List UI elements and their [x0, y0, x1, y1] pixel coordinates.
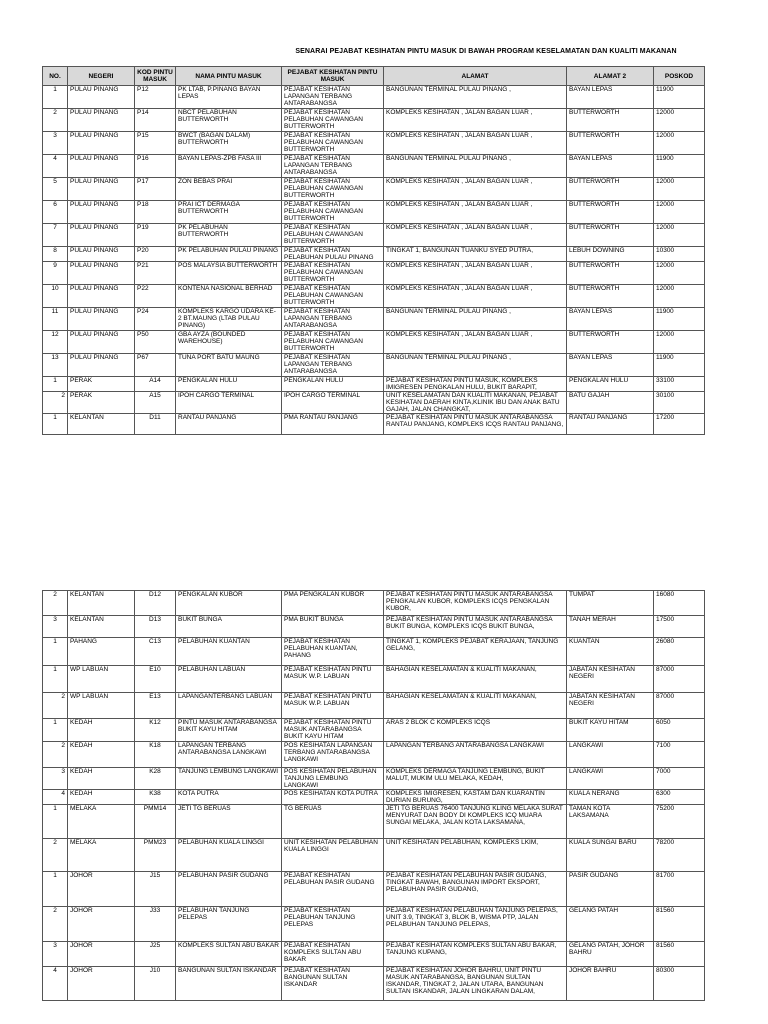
cell-alamat: PEJABAT KESIHATAN PELABUHAN PASIR GUDANG, TINGKAT BAWAH, BANGUNAN IMPORT EKSPORT, PELABUHAN PASIR GUDANG, [384, 872, 567, 907]
cell-poskod: 81560 [654, 942, 705, 967]
cell-kod: E13 [135, 693, 176, 719]
cell-pejabat: TG BERUAS [282, 805, 384, 839]
cell-pejabat: POS KESIHATAN LAPANGAN TERBANG ANTARABANGSA LANGKAWI [282, 742, 384, 768]
cell-poskod: 7000 [654, 768, 705, 790]
header-negeri: NEGERI [68, 67, 135, 86]
cell-alamat: BANGUNAN TERMINAL PULAU PINANG , [384, 308, 567, 331]
cell-nama: PK LTAB, P.PINANG BAYAN LEPAS [176, 86, 282, 109]
cell-alamat: KOMPLEKS IMIGRESEN, KASTAM DAN KUARANTIN DURIAN BURUNG, [384, 790, 567, 805]
cell-negeri: PERAK [68, 377, 135, 392]
cell-pejabat: PMA BUKIT BUNGA [282, 616, 384, 638]
cell-poskod: 80300 [654, 967, 705, 1001]
cell-alamat: LAPANGAN TERBANG ANTARABANGSA LANGKAWI [384, 742, 567, 768]
cell-alamat2: BUTTERWORTH [567, 201, 654, 224]
cell-kod: J25 [135, 942, 176, 967]
table-header-row [43, 67, 705, 86]
cell-no: 2 [43, 839, 68, 872]
cell-pejabat: PEJABAT KESIHATAN LAPANGAN TERBANG ANTARABANGSA [282, 86, 384, 109]
cell-alamat: KOMPLEKS KESIHATAN , JALAN BAGAN LUAR , [384, 201, 567, 224]
cell-kod: P18 [135, 201, 176, 224]
cell-nama: KOMPLEKS SULTAN ABU BAKAR [176, 942, 282, 967]
cell-pejabat: PENGKALAN HULU [282, 377, 384, 392]
cell-negeri: MELAKA [68, 839, 135, 872]
cell-kod: J15 [135, 872, 176, 907]
cell-negeri: PULAU PINANG [68, 86, 135, 109]
cell-alamat: KOMPLEKS KESIHATAN , JALAN BAGAN LUAR , [384, 178, 567, 201]
cell-pejabat: IPOH CARGO TERMINAL [282, 392, 384, 414]
cell-no: 1 [43, 414, 68, 435]
cell-alamat2: LANGKAWI [567, 768, 654, 790]
cell-alamat2: BUTTERWORTH [567, 132, 654, 155]
cell-poskod: 12000 [654, 285, 705, 308]
cell-poskod: 30100 [654, 392, 705, 414]
cell-nama: LAPANGANTERBANG LABUAN [176, 693, 282, 719]
cell-alamat: UNIT KESELAMATAN DAN KUALITI MAKANAN, PEJABAT KESIHATAN DAERAH KINTA,KLINIK IBU DAN ANAK BATU GAJAH, JALAN CHANGKAT, [384, 392, 567, 414]
cell-nama: TANJUNG LEMBUNG LANGKAWI [176, 768, 282, 790]
cell-alamat2: BUTTERWORTH [567, 178, 654, 201]
cell-alamat2: PENGKALAN HULU [567, 377, 654, 392]
cell-negeri: WP LABUAN [68, 666, 135, 693]
cell-poskod: 11900 [654, 155, 705, 178]
cell-kod: P16 [135, 155, 176, 178]
cell-no: 4 [43, 967, 68, 1001]
table-row [43, 201, 705, 224]
cell-kod: K12 [135, 719, 176, 742]
cell-negeri: PULAU PINANG [68, 285, 135, 308]
cell-poskod: 87000 [654, 666, 705, 693]
cell-nama: PENGKALAN HULU [176, 377, 282, 392]
cell-negeri: JOHOR [68, 967, 135, 1001]
cell-negeri: KELANTAN [68, 591, 135, 616]
cell-pejabat: PEJABAT KESIHATAN LAPANGAN TERBANG ANTARABANGSA [282, 308, 384, 331]
cell-negeri: WP LABUAN [68, 693, 135, 719]
cell-poskod: 81700 [654, 872, 705, 907]
table-row [43, 308, 705, 331]
cell-alamat: KOMPLEKS KESIHATAN , JALAN BAGAN LUAR , [384, 331, 567, 354]
cell-pejabat: PEJABAT KESIHATAN PELABUHAN CAWANGAN BUTTERWORTH [282, 178, 384, 201]
cell-no: 11 [43, 308, 68, 331]
cell-kod: A14 [135, 377, 176, 392]
cell-pejabat: PEJABAT KESIHATAN PELABUHAN KUANTAN, PAHANG [282, 638, 384, 666]
cell-negeri: PULAU PINANG [68, 262, 135, 285]
cell-kod: D13 [135, 616, 176, 638]
table-row [43, 109, 705, 132]
cell-poskod: 11900 [654, 308, 705, 331]
cell-pejabat: PEJABAT KESIHATAN KOMPLEKS SULTAN ABU BAKAR [282, 942, 384, 967]
cell-negeri: PERAK [68, 392, 135, 414]
cell-alamat: BAHAGIAN KESELAMATAN & KUALITI MAKANAN, [384, 693, 567, 719]
cell-nama: KONTENA NASIONAL BERHAD [176, 285, 282, 308]
cell-alamat2: BAYAN LEPAS [567, 155, 654, 178]
cell-pejabat: PEJABAT KESIHATAN PELABUHAN CAWANGAN BUTTERWORTH [282, 201, 384, 224]
cell-no: 1 [43, 719, 68, 742]
cell-alamat2: TAMAN KOTA LAKSAMANA [567, 805, 654, 839]
cell-kod: P22 [135, 285, 176, 308]
cell-nama: PENGKALAN KUBOR [176, 591, 282, 616]
cell-alamat2: BUTTERWORTH [567, 262, 654, 285]
table-row [43, 742, 705, 768]
cell-poskod: 12000 [654, 109, 705, 132]
cell-poskod: 12000 [654, 201, 705, 224]
cell-negeri: PULAU PINANG [68, 331, 135, 354]
table-row [43, 638, 705, 666]
cell-alamat: JETI TG BERUAS 76400 TANJUNG KLING MELAKA SURAT MENYURAT DAN BODY DI KOMPLEKS ICQ MUARA SUNGAI MELAKA, JALAN KOTA LAKSAMANA, [384, 805, 567, 839]
table-row [43, 285, 705, 308]
cell-alamat: PEJABAT KESIHATAN PINTU MASUK ANTARABANGSA PENGKALAN KUBOR, KOMPLEKS ICQS PENGKALAN KUBOR, [384, 591, 567, 616]
cell-nama: RANTAU PANJANG [176, 414, 282, 435]
table-row [43, 331, 705, 354]
cell-pejabat: PEJABAT KESIHATAN PINTU MASUK W.P. LABUAN [282, 693, 384, 719]
cell-nama: PELABUHAN KUANTAN [176, 638, 282, 666]
cell-no: 2 [43, 392, 68, 414]
cell-kod: PMM14 [135, 805, 176, 839]
cell-alamat: KOMPLEKS KESIHATAN , JALAN BAGAN LUAR , [384, 132, 567, 155]
cell-pejabat: POS KESIHATAN KOTA PUTRA [282, 790, 384, 805]
cell-alamat: KOMPLEKS DERMAGA TANJUNG LEMBUNG, BUKIT MALUT, MUKIM ULU MELAKA, KEDAH, [384, 768, 567, 790]
entry-points-table-top [42, 66, 705, 435]
cell-alamat2: LANGKAWI [567, 742, 654, 768]
cell-kod: P21 [135, 262, 176, 285]
cell-poskod: 17500 [654, 616, 705, 638]
cell-negeri: KEDAH [68, 790, 135, 805]
cell-no: 13 [43, 354, 68, 377]
table-row [43, 377, 705, 392]
cell-kod: P50 [135, 331, 176, 354]
cell-pejabat: UNIT KESIHATAN PELABUHAN KUALA LINGGI [282, 839, 384, 872]
cell-poskod: 78200 [654, 839, 705, 872]
cell-alamat2: BAYAN LEPAS [567, 354, 654, 377]
table-row [43, 392, 705, 414]
cell-pejabat: POS KESIHATAN PELABUHAN TANJUNG LEMBUNG LANGKAWI [282, 768, 384, 790]
cell-alamat: PEJABAT KESIHATAN PINTU MASUK, KOMPLEKS IMIGRESEN PENGKALAN HULU, BUKIT BARAPIT, [384, 377, 567, 392]
table-row [43, 768, 705, 790]
cell-nama: NBCT PELABUHAN BUTTERWORTH [176, 109, 282, 132]
cell-negeri: PULAU PINANG [68, 178, 135, 201]
header-kod: KOD PINTU MASUK [135, 67, 176, 86]
cell-nama: ZON BEBAS PRAI [176, 178, 282, 201]
cell-nama: PELABUHAN LABUAN [176, 666, 282, 693]
cell-alamat: ARAS 2 BLOK C KOMPLEKS ICQS [384, 719, 567, 742]
cell-nama: PK PELABUHAN PULAU PINANG [176, 247, 282, 262]
cell-nama: PRAI ICT DERMAGA BUTTERWORTH [176, 201, 282, 224]
cell-pejabat: PEJABAT KESIHATAN PELABUHAN CAWANGAN BUTTERWORTH [282, 109, 384, 132]
cell-alamat2: JABATAN KESIHATAN NEGERI [567, 693, 654, 719]
table-row [43, 247, 705, 262]
cell-negeri: PULAU PINANG [68, 247, 135, 262]
cell-alamat: KOMPLEKS KESIHATAN , JALAN BAGAN LUAR , [384, 285, 567, 308]
table-row [43, 872, 705, 907]
cell-negeri: PAHANG [68, 638, 135, 666]
cell-alamat: PEJABAT KESIHATAN KOMPLEKS SULTAN ABU BAKAR, TANJUNG KUPANG, [384, 942, 567, 967]
cell-pejabat: PEJABAT KESIHATAN PINTU MASUK ANTARABANGSA BUKIT KAYU HITAM [282, 719, 384, 742]
table-row [43, 262, 705, 285]
cell-negeri: PULAU PINANG [68, 132, 135, 155]
cell-negeri: PULAU PINANG [68, 155, 135, 178]
cell-nama: IPOH CARGO TERMINAL [176, 392, 282, 414]
entry-points-table-bottom [42, 590, 705, 1001]
table-row [43, 907, 705, 942]
cell-negeri: JOHOR [68, 942, 135, 967]
cell-pejabat: PEJABAT KESIHATAN BANGUNAN SULTAN ISKANDAR [282, 967, 384, 1001]
cell-poskod: 12000 [654, 224, 705, 247]
cell-poskod: 7100 [654, 742, 705, 768]
cell-poskod: 10300 [654, 247, 705, 262]
cell-negeri: PULAU PINANG [68, 224, 135, 247]
cell-no: 3 [43, 942, 68, 967]
cell-no: 4 [43, 155, 68, 178]
cell-pejabat: PEJABAT KESIHATAN PELABUHAN CAWANGAN BUTTERWORTH [282, 331, 384, 354]
cell-alamat2: JABATAN KESIHATAN NEGERI [567, 666, 654, 693]
cell-alamat: BANGUNAN TERMINAL PULAU PINANG , [384, 155, 567, 178]
table-row [43, 414, 705, 435]
cell-alamat: UNIT KESIHATAN PELABUHAN, KOMPLEKS LKIM, [384, 839, 567, 872]
table-row [43, 224, 705, 247]
cell-alamat: KOMPLEKS KESIHATAN , JALAN BAGAN LUAR , [384, 224, 567, 247]
table-row [43, 666, 705, 693]
cell-pejabat: PEJABAT KESIHATAN PELABUHAN CAWANGAN BUTTERWORTH [282, 285, 384, 308]
cell-no: 3 [43, 768, 68, 790]
cell-pejabat: PEJABAT KESIHATAN PELABUHAN CAWANGAN BUTTERWORTH [282, 262, 384, 285]
cell-no: 3 [43, 132, 68, 155]
cell-no: 12 [43, 331, 68, 354]
cell-negeri: PULAU PINANG [68, 308, 135, 331]
cell-pejabat: PEJABAT KESIHATAN PELABUHAN PASIR GUDANG [282, 872, 384, 907]
header-alamat: ALAMAT [384, 67, 567, 86]
cell-negeri: KEDAH [68, 719, 135, 742]
cell-alamat: BANGUNAN TERMINAL PULAU PINANG , [384, 86, 567, 109]
cell-kod: P14 [135, 109, 176, 132]
cell-alamat2: BUKIT KAYU HITAM [567, 719, 654, 742]
cell-nama: KOTA PUTRA [176, 790, 282, 805]
cell-negeri: PULAU PINANG [68, 354, 135, 377]
table-row [43, 132, 705, 155]
cell-no: 2 [43, 109, 68, 132]
cell-negeri: PULAU PINANG [68, 109, 135, 132]
cell-alamat: PEJABAT KESIHATAN PELABUHAN TANJUNG PELEPAS, UNIT 3.9, TINGKAT 3, BLOK B, WISMA PTP, JALAN PELABUHAN TANJUNG PELEPAS, [384, 907, 567, 942]
table-row [43, 591, 705, 616]
cell-kod: K18 [135, 742, 176, 768]
cell-nama: PELABUHAN PASIR GUDANG [176, 872, 282, 907]
cell-poskod: 6300 [654, 790, 705, 805]
cell-negeri: KEDAH [68, 768, 135, 790]
table-row [43, 967, 705, 1001]
cell-nama: BWCT (BAGAN DALAM) BUTTERWORTH [176, 132, 282, 155]
cell-alamat2: BAYAN LEPAS [567, 86, 654, 109]
cell-nama: KOMPLEKS KARGO UDARA KE-2 BT.MAUNG (LTAB PULAU PINANG) [176, 308, 282, 331]
cell-alamat2: KUANTAN [567, 638, 654, 666]
cell-negeri: KEDAH [68, 742, 135, 768]
cell-negeri: JOHOR [68, 872, 135, 907]
cell-poskod: 11900 [654, 354, 705, 377]
table-row [43, 616, 705, 638]
cell-alamat: PEJABAT KESIHATAN PINTU MASUK ANTARABANGSA RANTAU PANJANG, KOMPLEKS ICQS RANTAU PANJANG, [384, 414, 567, 435]
cell-kod: J33 [135, 907, 176, 942]
cell-nama: POS MALAYSIA BUTTERWORTH [176, 262, 282, 285]
cell-kod: P24 [135, 308, 176, 331]
cell-alamat2: KUALA SUNGAI BARU [567, 839, 654, 872]
cell-kod: C13 [135, 638, 176, 666]
cell-poskod: 12000 [654, 178, 705, 201]
cell-no: 10 [43, 285, 68, 308]
cell-kod: J10 [135, 967, 176, 1001]
cell-pejabat: PEJABAT KESIHATAN LAPANGAN TERBANG ANTARABANGSA [282, 155, 384, 178]
header-pejabat: PEJABAT KESIHATAN PINTU MASUK [282, 67, 384, 86]
cell-alamat2: RANTAU PANJANG [567, 414, 654, 435]
cell-no: 1 [43, 666, 68, 693]
cell-alamat2: TANAH MERAH [567, 616, 654, 638]
cell-pejabat: PEJABAT KESIHATAN PELABUHAN CAWANGAN BUTTERWORTH [282, 224, 384, 247]
table-row [43, 942, 705, 967]
cell-alamat2: BAYAN LEPAS [567, 308, 654, 331]
cell-alamat2: BUTTERWORTH [567, 285, 654, 308]
cell-alamat: TINGKAT 1, BANGUNAN TUANKU SYED PUTRA, [384, 247, 567, 262]
cell-negeri: KELANTAN [68, 616, 135, 638]
cell-poskod: 16080 [654, 591, 705, 616]
cell-nama: BAYAN LEPAS-ZPB FASA III [176, 155, 282, 178]
table-body-bottom [43, 591, 705, 1001]
cell-alamat2: BUTTERWORTH [567, 109, 654, 132]
cell-alamat2: JOHOR BAHRU [567, 967, 654, 1001]
cell-negeri: JOHOR [68, 907, 135, 942]
cell-poskod: 12000 [654, 132, 705, 155]
cell-pejabat: PEJABAT KESIHATAN PELABUHAN TANJUNG PELEPAS [282, 907, 384, 942]
cell-kod: K38 [135, 790, 176, 805]
cell-poskod: 17200 [654, 414, 705, 435]
cell-kod: P19 [135, 224, 176, 247]
cell-nama: PK PELABUHAN BUTTERWORTH [176, 224, 282, 247]
cell-no: 9 [43, 262, 68, 285]
cell-no: 6 [43, 201, 68, 224]
cell-no: 7 [43, 224, 68, 247]
header-nama: NAMA PINTU MASUK [176, 67, 282, 86]
cell-alamat: TINGKAT 1, KOMPLEKS PEJABAT KERAJAAN, TANJUNG GELANG, [384, 638, 567, 666]
cell-pejabat: PMA RANTAU PANJANG [282, 414, 384, 435]
cell-poskod: 26080 [654, 638, 705, 666]
cell-poskod: 11900 [654, 86, 705, 109]
cell-poskod: 33100 [654, 377, 705, 392]
table-row [43, 805, 705, 839]
cell-kod: D11 [135, 414, 176, 435]
cell-no: 2 [43, 591, 68, 616]
cell-nama: BUKIT BUNGA [176, 616, 282, 638]
table-row [43, 178, 705, 201]
cell-negeri: PULAU PINANG [68, 201, 135, 224]
cell-poskod: 81560 [654, 907, 705, 942]
cell-pejabat: PEJABAT KESIHATAN PELABUHAN CAWANGAN BUTTERWORTH [282, 132, 384, 155]
cell-nama: LAPANGAN TERBANG ANTARABANGSA LANGKAWI [176, 742, 282, 768]
header-alamat2: ALAMAT 2 [567, 67, 654, 86]
cell-alamat: KOMPLEKS KESIHATAN , JALAN BAGAN LUAR , [384, 109, 567, 132]
table-row [43, 693, 705, 719]
cell-kod: P12 [135, 86, 176, 109]
table-row [43, 719, 705, 742]
header-no: NO. [43, 67, 68, 86]
cell-no: 1 [43, 872, 68, 907]
cell-nama: GBA AYZA (BOUNDED WAREHOUSE) [176, 331, 282, 354]
cell-nama: TUNA PORT BATU MAUNG [176, 354, 282, 377]
cell-alamat2: BUTTERWORTH [567, 224, 654, 247]
cell-poskod: 12000 [654, 331, 705, 354]
cell-no: 2 [43, 693, 68, 719]
cell-no: 1 [43, 86, 68, 109]
cell-nama: PINTU MASUK ANTARABANGSA BUKIT KAYU HITAM [176, 719, 282, 742]
table-row [43, 86, 705, 109]
cell-alamat: PEJABAT KESIHATAN JOHOR BAHRU, UNIT PINTU MASUK ANTARABANGSA, BANGUNAN SULTAN ISKANDAR, TINGKAT 2, JALAN UTARA, BANGUNAN SULTAN ISKANDAR, JALAN LINGKARAN DALAM, [384, 967, 567, 1001]
cell-pejabat: PEJABAT KESIHATAN PINTU MASUK W.P. LABUAN [282, 666, 384, 693]
cell-negeri: MELAKA [68, 805, 135, 839]
cell-nama: PELABUHAN KUALA LINGGI [176, 839, 282, 872]
cell-alamat: PEJABAT KESIHATAN PINTU MASUK ANTARABANGSA BUKIT BUNGA, KOMPLEKS ICQS BUKIT BUNGA, [384, 616, 567, 638]
cell-alamat2: GELANG PATAH [567, 907, 654, 942]
cell-pejabat: PMA PENGKALAN KUBOR [282, 591, 384, 616]
cell-no: 4 [43, 790, 68, 805]
cell-no: 1 [43, 377, 68, 392]
cell-kod: PMM23 [135, 839, 176, 872]
cell-kod: P17 [135, 178, 176, 201]
cell-kod: D12 [135, 591, 176, 616]
cell-kod: K28 [135, 768, 176, 790]
cell-kod: P20 [135, 247, 176, 262]
table-row [43, 839, 705, 872]
cell-negeri: KELANTAN [68, 414, 135, 435]
cell-nama: PELABUHAN TANJUNG PELEPAS [176, 907, 282, 942]
cell-no: 2 [43, 907, 68, 942]
cell-no: 5 [43, 178, 68, 201]
header-poskod: POSKOD [654, 67, 705, 86]
table-row [43, 790, 705, 805]
cell-alamat2: BUTTERWORTH [567, 331, 654, 354]
table-row [43, 354, 705, 377]
cell-alamat2: GELANG PATAH, JOHOR BAHRU [567, 942, 654, 967]
cell-no: 8 [43, 247, 68, 262]
cell-alamat2: LEBUH DOWNING [567, 247, 654, 262]
cell-pejabat: PEJABAT KESIHATAN PELABUHAN PULAU PINANG [282, 247, 384, 262]
cell-poskod: 12000 [654, 262, 705, 285]
table-body-top [43, 86, 705, 435]
cell-poskod: 75200 [654, 805, 705, 839]
cell-no: 3 [43, 616, 68, 638]
cell-no: 1 [43, 638, 68, 666]
cell-kod: A15 [135, 392, 176, 414]
cell-kod: P15 [135, 132, 176, 155]
table-row [43, 155, 705, 178]
cell-nama: BANGUNAN SULTAN ISKANDAR [176, 967, 282, 1001]
cell-pejabat: PEJABAT KESIHATAN LAPANGAN TERBANG ANTARABANGSA [282, 354, 384, 377]
cell-alamat: BAHAGIAN KESELAMATAN & KUALITI MAKANAN, [384, 666, 567, 693]
cell-poskod: 87000 [654, 693, 705, 719]
cell-kod: P67 [135, 354, 176, 377]
cell-alamat: BANGUNAN TERMINAL PULAU PINANG , [384, 354, 567, 377]
cell-alamat2: KUALA NERANG [567, 790, 654, 805]
cell-no: 2 [43, 742, 68, 768]
cell-nama: JETI TG BERUAS [176, 805, 282, 839]
cell-alamat2: TUMPAT [567, 591, 654, 616]
page-title: SENARAI PEJABAT KESIHATAN PINTU MASUK DI BAWAH PROGRAM KESELAMATAN DAN KUALITI MAKANAN [295, 48, 677, 55]
cell-no: 1 [43, 805, 68, 839]
cell-alamat: KOMPLEKS KESIHATAN , JALAN BAGAN LUAR , [384, 262, 567, 285]
cell-poskod: 6050 [654, 719, 705, 742]
cell-kod: E10 [135, 666, 176, 693]
cell-alamat2: BATU GAJAH [567, 392, 654, 414]
cell-alamat2: PASIR GUDANG [567, 872, 654, 907]
